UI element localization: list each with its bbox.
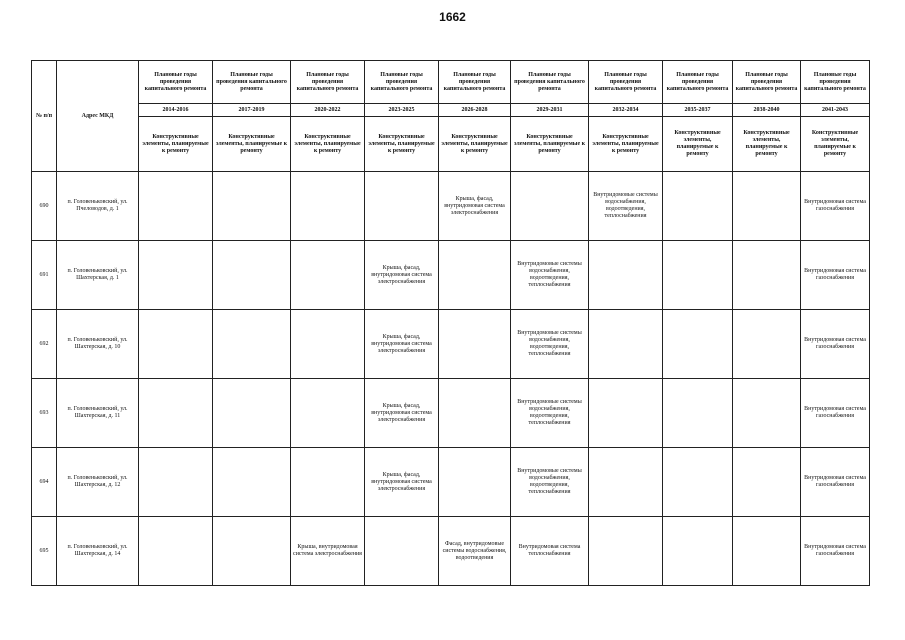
header-planned-years: Плановые годы проведения капитального ремонта [663, 61, 733, 104]
row-cell [139, 379, 213, 448]
row-cell [291, 241, 365, 310]
row-cell: Внутридомовые системы водоснабжения, водоотведения, теплоснабжения [511, 448, 589, 517]
row-cell [213, 241, 291, 310]
row-cell: Крыша, фасад, внутридомовая система электроснабжения [365, 379, 439, 448]
row-cell [291, 379, 365, 448]
row-number: 694 [32, 448, 57, 517]
header-period: 2029-2031 [511, 104, 589, 117]
header-elements: Конструктивные элементы, планируемые к ремонту [801, 117, 870, 172]
header-period: 2035-2037 [663, 104, 733, 117]
header-elements: Конструктивные элементы, планируемые к ремонту [511, 117, 589, 172]
row-cell [213, 172, 291, 241]
page-number: 1662 [439, 10, 466, 24]
row-cell [733, 448, 801, 517]
row-cell: Внутридомовая система газоснабжения [801, 448, 870, 517]
row-cell [733, 517, 801, 586]
row-cell: Внутридомовая система газоснабжения [801, 241, 870, 310]
table-row [32, 241, 870, 310]
row-number: 693 [32, 379, 57, 448]
row-address: п. Головеньковский, ул. Шахтерская, д. 1 [57, 241, 139, 310]
row-cell [733, 241, 801, 310]
header-row-elements [32, 117, 870, 172]
row-cell: Внутридомовая система газоснабжения [801, 379, 870, 448]
header-elements: Конструктивные элементы, планируемые к ремонту [589, 117, 663, 172]
row-number: 692 [32, 310, 57, 379]
row-cell [213, 310, 291, 379]
row-cell [733, 172, 801, 241]
row-cell [139, 517, 213, 586]
row-address: п. Головеньковский, ул. Шахтерская, д. 12 [57, 448, 139, 517]
row-cell [733, 310, 801, 379]
header-address: Адрес МКД [57, 61, 139, 172]
header-row-titles [32, 61, 870, 104]
table-row [32, 517, 870, 586]
table-row [32, 448, 870, 517]
row-address: п. Головеньковский, ул. Шахтерская, д. 10 [57, 310, 139, 379]
header-planned-years: Плановые годы проведения капитального ремонта [291, 61, 365, 104]
row-cell [213, 379, 291, 448]
header-row-periods [32, 104, 870, 117]
table-row [32, 310, 870, 379]
row-cell [291, 448, 365, 517]
row-cell [213, 517, 291, 586]
row-cell [439, 310, 511, 379]
row-cell [139, 448, 213, 517]
row-cell: Крыша, внутридомовая система электроснабжения [291, 517, 365, 586]
row-cell [733, 379, 801, 448]
row-cell [139, 172, 213, 241]
row-number: 695 [32, 517, 57, 586]
row-cell: Внутридомовая система газоснабжения [801, 310, 870, 379]
row-cell [365, 517, 439, 586]
table-row [32, 379, 870, 448]
row-address: п. Головеньковский, ул. Пчеловодов, д. 1 [57, 172, 139, 241]
table-row [32, 172, 870, 241]
row-address: п. Головеньковский, ул. Шахтерская, д. 11 [57, 379, 139, 448]
row-cell [439, 448, 511, 517]
row-cell [365, 172, 439, 241]
header-period: 2023-2025 [365, 104, 439, 117]
header-elements: Конструктивные элементы, планируемые к ремонту [663, 117, 733, 172]
header-num: № п/п [32, 61, 57, 172]
header-period: 2032-2034 [589, 104, 663, 117]
row-cell: Внутридомовая система газоснабжения [801, 172, 870, 241]
header-period: 2017-2019 [213, 104, 291, 117]
row-cell: Крыша, фасад, внутридомовая система электроснабжения [365, 448, 439, 517]
capital-repair-plan-table [31, 60, 870, 586]
row-cell: Внутридомовая система теплоснабжения [511, 517, 589, 586]
row-cell: Внутридомовые системы водоснабжения, водоотведения, теплоснабжения [589, 172, 663, 241]
row-cell [291, 310, 365, 379]
row-cell: Крыша, фасад, внутридомовая система электроснабжения [365, 310, 439, 379]
row-cell [663, 448, 733, 517]
row-cell [589, 310, 663, 379]
header-elements: Конструктивные элементы, планируемые к ремонту [733, 117, 801, 172]
header-planned-years: Плановые годы проведения капитального ремонта [801, 61, 870, 104]
row-number: 690 [32, 172, 57, 241]
row-cell [589, 241, 663, 310]
row-cell [589, 448, 663, 517]
row-cell: Внутридомовая система газоснабжения [801, 517, 870, 586]
row-cell: Внутридомовые системы водоснабжения, водоотведения, теплоснабжения [511, 241, 589, 310]
header-period: 2020-2022 [291, 104, 365, 117]
row-cell [663, 517, 733, 586]
header-elements: Конструктивные элементы, планируемые к ремонту [365, 117, 439, 172]
header-planned-years: Плановые годы проведения капитального ремонта [733, 61, 801, 104]
header-period: 2038-2040 [733, 104, 801, 117]
header-elements: Конструктивные элементы, планируемые к ремонту [139, 117, 213, 172]
header-planned-years: Плановые годы проведения капитального ремонта [139, 61, 213, 104]
row-cell: Внутридомовые системы водоснабжения, водоотведения, теплоснабжения [511, 310, 589, 379]
header-elements: Конструктивные элементы, планируемые к ремонту [439, 117, 511, 172]
row-cell [663, 172, 733, 241]
row-cell: Внутридомовые системы водоснабжения, водоотведения, теплоснабжения [511, 379, 589, 448]
row-cell [663, 379, 733, 448]
header-period: 2014-2016 [139, 104, 213, 117]
row-cell [589, 379, 663, 448]
header-elements: Конструктивные элементы, планируемые к ремонту [213, 117, 291, 172]
row-number: 691 [32, 241, 57, 310]
row-cell [291, 172, 365, 241]
header-period: 2026-2028 [439, 104, 511, 117]
row-cell: Фасад, внутридомовые системы водоснабжения, водоотведения [439, 517, 511, 586]
header-planned-years: Плановые годы проведения капитального ремонта [439, 61, 511, 104]
row-cell [439, 379, 511, 448]
header-planned-years: Плановые годы проведения капитального ремонта [213, 61, 291, 104]
row-cell [589, 517, 663, 586]
header-period: 2041-2043 [801, 104, 870, 117]
row-cell [663, 241, 733, 310]
row-cell [663, 310, 733, 379]
row-cell: Крыша, фасад, внутридомовая система электроснабжения [365, 241, 439, 310]
header-planned-years: Плановые годы проведения капитального ремонта [589, 61, 663, 104]
row-cell [511, 172, 589, 241]
row-cell [139, 241, 213, 310]
row-cell [213, 448, 291, 517]
header-planned-years: Плановые годы проведения капитального ремонта [511, 61, 589, 104]
row-cell [139, 310, 213, 379]
header-planned-years: Плановые годы проведения капитального ремонта [365, 61, 439, 104]
row-cell [439, 241, 511, 310]
header-elements: Конструктивные элементы, планируемые к ремонту [291, 117, 365, 172]
row-cell: Крыша, фасад, внутридомовая система электроснабжения [439, 172, 511, 241]
row-address: п. Головеньковский, ул. Шахтерская, д. 14 [57, 517, 139, 586]
